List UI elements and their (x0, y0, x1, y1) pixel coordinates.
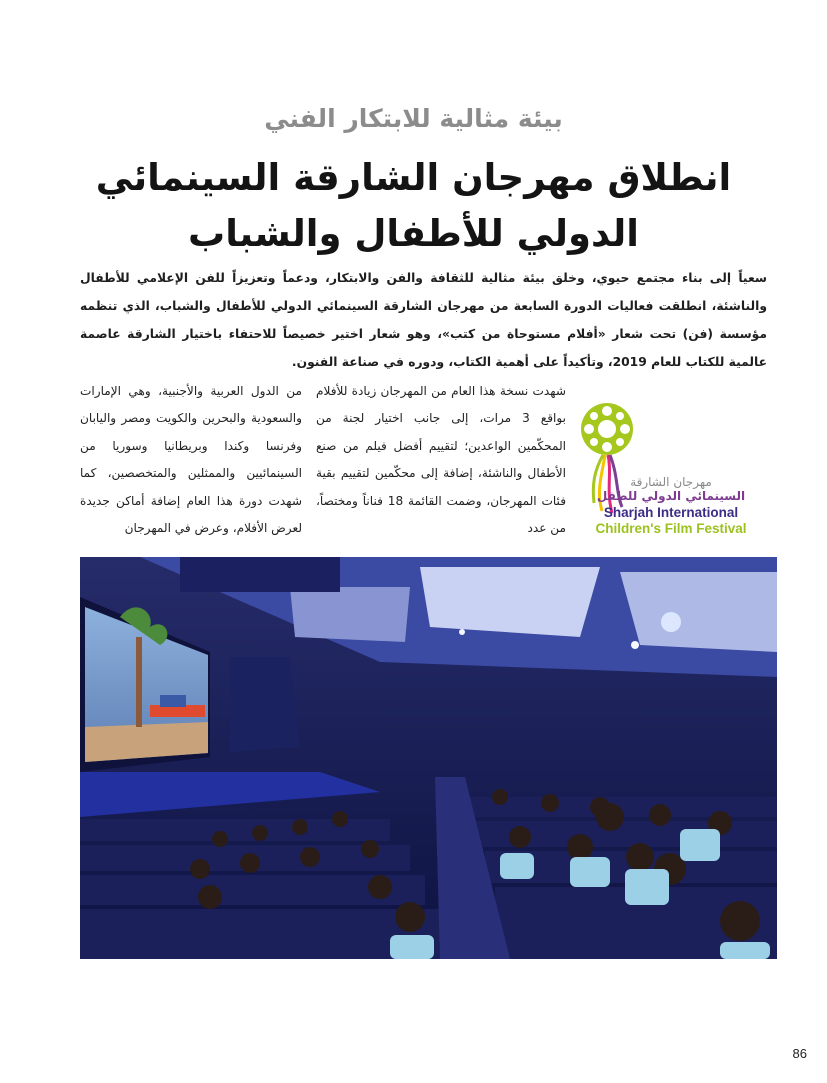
logo-arabic-line2: السينمائي الدولي للطفل (596, 489, 746, 503)
festival-logo (572, 395, 770, 541)
logo-arabic-line1: مهرجان الشارقة (630, 475, 712, 489)
logo-english-line1: Sharjah International (603, 505, 739, 520)
cinema-audience-photo (80, 557, 777, 959)
article-intro: سعياً إلى بناء مجتمع حيوي، وخلق بيئة مثالية للثقافة والفن والابتكار، ودعماً وتعزيزاً للفن الإعلامي للأطفال والناشئة، انطلقت فعاليات الدورة السابعة من مهرجان الشارقة السينمائي الدولي للأطفال والشباب، الذي تنظمه مؤسسة (فن) تحت شعار «أفلام مستوحاة من كتب»، وهو شعار اختير خصيصاً للاحتفاء باختيار الشارقة عاصمة عالمية للكتاب للعام 2019، وتأكيداً على أهمية الكتاب، ودوره في صناعة الفنون. (80, 271, 767, 369)
article-headline: انطلاق مهرجان الشارقة السينمائي الدولي للأطفال والشباب (95, 156, 732, 255)
logo-english-line2: Children's Film Festival (595, 521, 747, 536)
article-column-left: من الدول العربية والأجنبية، وهي الإمارات والسعودية والبحرين والكويت ومصر واليابان وفرنسا وكندا وبريطانيا وسوريا من السينمائيين والممثلين والمتخصصين، كما شهدت دورة هذا العام إضافة أماكن جديدة لعرض الأفلام، وعرض في المهرجان (80, 384, 302, 536)
article-column-right: شهدت نسخة هذا العام من المهرجان زيادة للأفلام بواقع 3 مرات، إلى جانب اختيار لجنة من المحكّمين الواعدين؛ لتقييم أفضل فيلم من صنع الأطفال والناشئة، إضافة إلى محكّمين لتقييم بقية فئات المهرجان، وضمت القائمة 18 فناناً ومختصاً، من عدد (316, 384, 566, 536)
article-kicker: بيئة مثالية للابتكار الفني (264, 104, 563, 133)
page-number: 86 (792, 1046, 807, 1061)
